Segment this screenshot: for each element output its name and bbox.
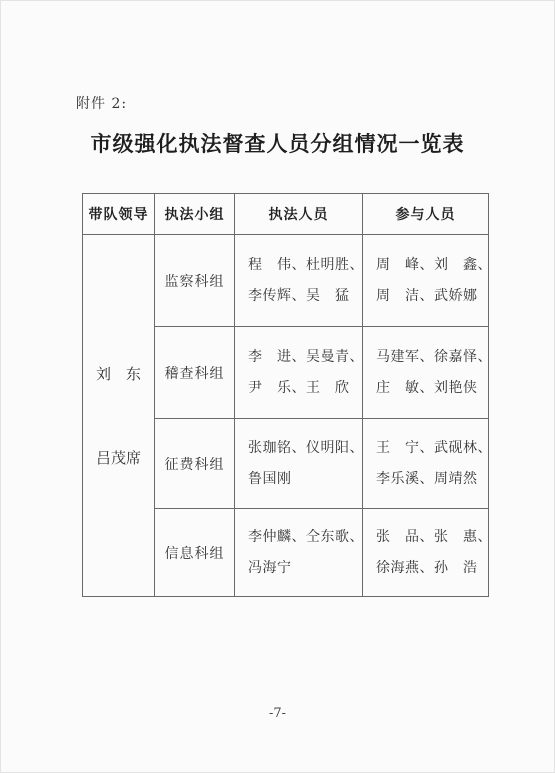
- group-name: 稽查科组: [155, 327, 235, 419]
- header-participants: 参与人员: [363, 194, 489, 235]
- group-name: 信息科组: [155, 509, 235, 597]
- leader-cell: [83, 235, 155, 597]
- group-name: 征费科组: [155, 419, 235, 509]
- leader-name: 吕茂席: [95, 448, 141, 467]
- participant-line: 李乐溪、周靖然: [376, 470, 478, 487]
- enforcers-cell: [235, 327, 363, 419]
- leader-name: 刘 东: [95, 364, 141, 383]
- participant-line: 张 品、张 惠、: [376, 528, 492, 545]
- enforcers-cell: [235, 235, 363, 327]
- enforcer-line: 李 进、吴曼青、: [248, 348, 364, 365]
- participant-line: 周 洁、武娇娜: [376, 287, 478, 304]
- enforcers-cell: [235, 509, 363, 597]
- participants-cell: [363, 235, 492, 327]
- participant-line: 王 宁、武砚林、: [376, 439, 492, 456]
- page-number: -7-: [268, 706, 287, 721]
- enforcer-line: 程 伟、杜明胜、: [248, 256, 364, 273]
- table-row: [83, 235, 489, 327]
- header-group: 执法小组: [155, 194, 235, 235]
- group-name: 监察科组: [155, 235, 235, 327]
- enforcer-line: 尹 乐、王 欣: [248, 379, 350, 396]
- enforcer-line: 李仲麟、仝东歌、: [248, 528, 364, 545]
- header-enforcers: 执法人员: [235, 194, 363, 235]
- participant-line: 徐海燕、孙 浩: [376, 559, 478, 576]
- enforcer-line: 张珈铭、仪明阳、: [248, 439, 364, 456]
- participants-cell: [363, 419, 492, 509]
- participant-line: 周 峰、刘 鑫、: [376, 256, 492, 273]
- enforcer-line: 李传辉、吴 猛: [248, 287, 350, 304]
- enforcers-cell: [235, 419, 363, 509]
- participant-line: 庄 敏、刘艳侠: [376, 379, 478, 396]
- table-header-row: [83, 194, 489, 235]
- header-leader: 带队领导: [83, 194, 155, 235]
- attachment-label: 附件 2:: [76, 96, 128, 112]
- enforcer-line: 冯海宁: [248, 559, 292, 576]
- participants-cell: [363, 509, 492, 597]
- participant-line: 马建军、徐嘉怿、: [376, 348, 492, 365]
- participants-cell: [363, 327, 492, 419]
- personnel-table: [82, 193, 492, 597]
- page-title: 市级强化执法督查人员分组情况一览表: [90, 131, 465, 156]
- enforcer-line: 鲁国刚: [248, 470, 292, 487]
